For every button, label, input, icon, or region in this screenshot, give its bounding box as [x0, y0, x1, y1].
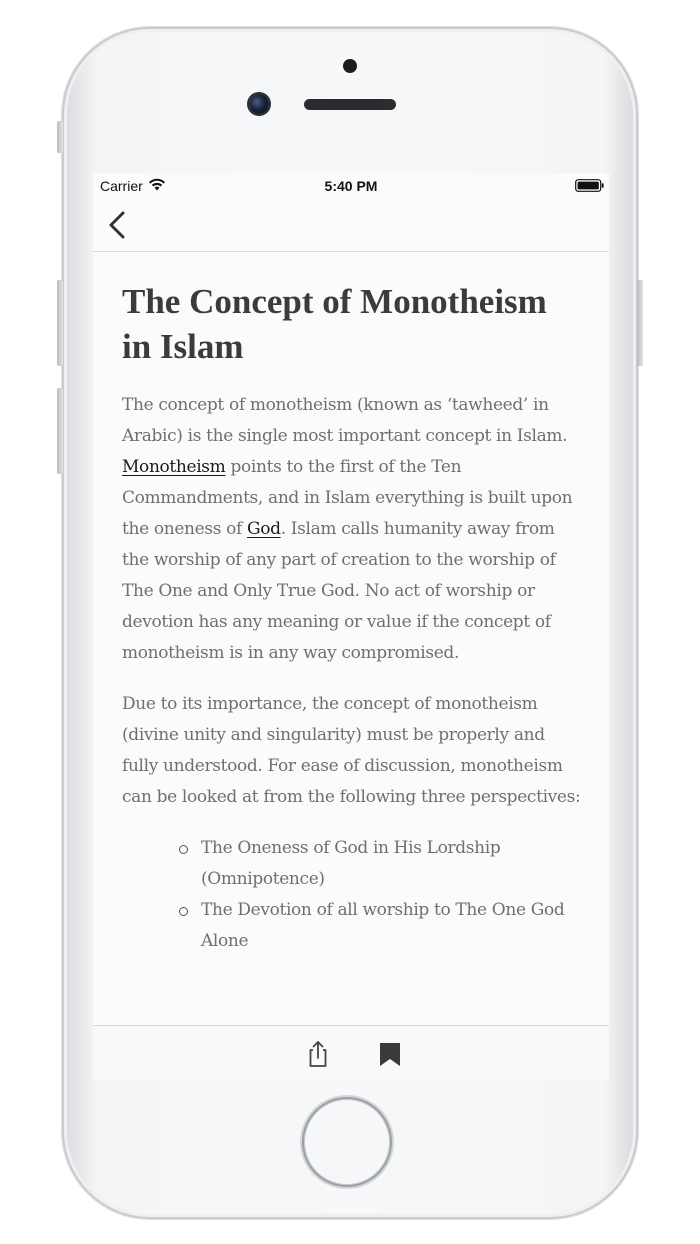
back-button[interactable]	[105, 209, 131, 241]
paragraph-1-text-b: points to the first of the Ten Commandments, and in Islam everything is built upon the oneness of	[122, 457, 573, 539]
bookmark-button[interactable]	[375, 1038, 405, 1070]
god-link[interactable]: God	[247, 519, 281, 539]
home-button[interactable]	[304, 1099, 390, 1185]
battery-icon	[575, 179, 603, 191]
proximity-sensor	[343, 59, 357, 73]
front-camera	[249, 94, 269, 114]
share-button[interactable]	[303, 1038, 333, 1070]
paragraph-1-text-a: The concept of monotheism (known as ‘tawheed’ in Arabic) is the single most important concept in Islam.	[122, 395, 568, 446]
navigation-bar	[93, 199, 609, 252]
app-screen	[93, 173, 609, 1080]
power-button	[637, 280, 643, 366]
article-title: The Concept of Monotheism in Islam	[122, 282, 547, 366]
mute-switch	[57, 121, 63, 153]
monotheism-link[interactable]: Monotheism	[122, 457, 226, 477]
share-icon	[303, 1038, 333, 1070]
paragraph-1-text-c: . Islam calls humanity away from the worship of any part of creation to the worship of The One and Only True God. No act of worship or devotion has any meaning or value if the concept of monotheism is in any way compromised.	[122, 519, 556, 663]
article-paragraph-1	[122, 390, 584, 669]
perspectives-list	[122, 833, 584, 957]
chevron-left-icon	[105, 209, 131, 241]
status-time: 5:40 PM	[324, 178, 378, 194]
earpiece-speaker	[304, 99, 396, 110]
bottom-toolbar	[93, 1025, 609, 1080]
status-bar	[93, 173, 609, 199]
volume-down-button	[57, 388, 63, 474]
bookmark-icon	[375, 1038, 405, 1070]
article-paragraph-2: Due to its importance, the concept of monotheism (divine unity and singularity) must be properly and fully understood. For ease of discussion, monotheism can be looked at from the following three perspectives:	[122, 694, 581, 807]
list-item: The Devotion of all worship to The One God Alone	[201, 895, 584, 957]
volume-up-button	[57, 280, 63, 366]
list-item: The Oneness of God in His Lordship (Omnipotence)	[201, 833, 584, 895]
carrier-label: Carrier	[100, 178, 143, 194]
article-content	[122, 279, 584, 957]
